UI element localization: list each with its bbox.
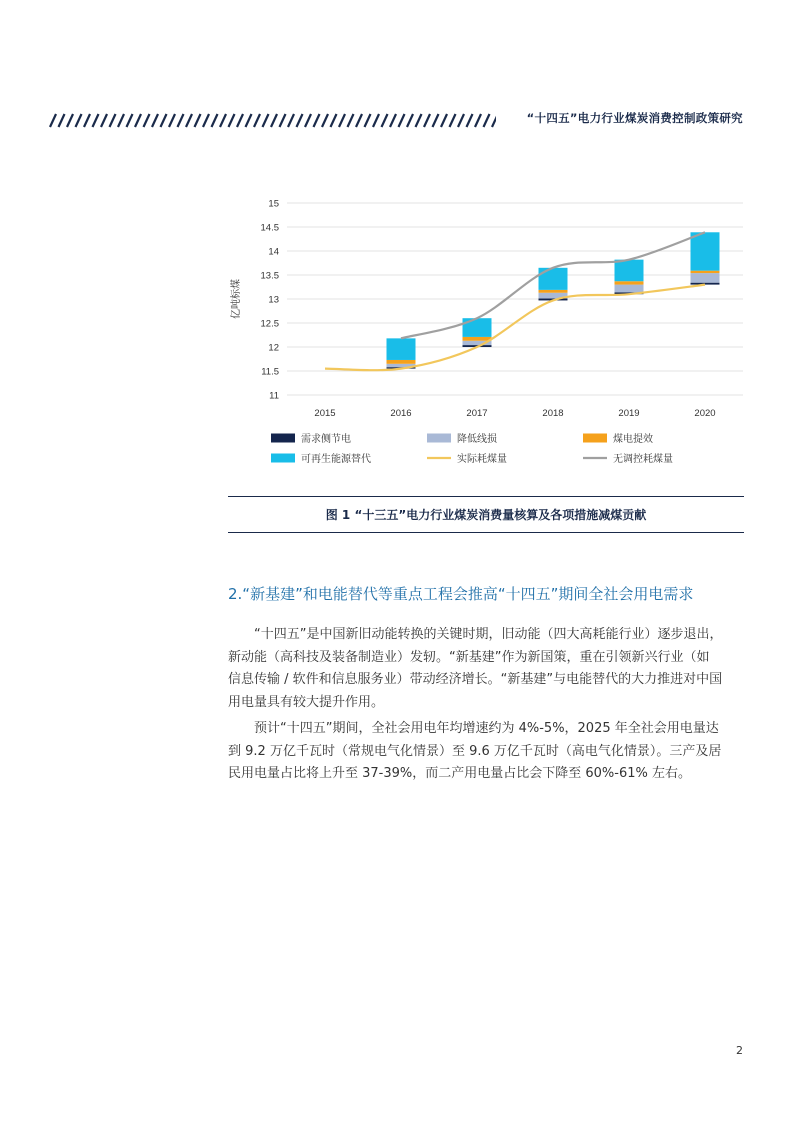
header-stripe <box>356 114 362 127</box>
paragraph-line: “十四五”是中国新旧动能转换的关键时期，旧动能（四大高耗能行业）逐步退出， <box>254 627 723 642</box>
header-stripe <box>263 114 269 127</box>
bar-segment <box>387 338 416 360</box>
page-number: 2 <box>736 1044 743 1057</box>
header-stripe <box>390 114 396 127</box>
header-stripe <box>67 114 73 127</box>
bar-segment <box>539 290 568 293</box>
header-title: “十四五”电力行业煤炭消费控制政策研究 <box>526 111 743 125</box>
chart-container <box>225 190 755 480</box>
header-stripe <box>305 114 311 127</box>
x-tick-label: 2016 <box>390 408 412 419</box>
legend-swatch <box>583 434 607 443</box>
legend-label: 煤电提效 <box>613 433 653 445</box>
paragraph-1 <box>228 624 744 714</box>
header-stripe <box>169 114 175 127</box>
legend-label: 无调控耗煤量 <box>613 453 673 465</box>
header-stripe <box>484 114 490 127</box>
bar-line-chart <box>225 190 755 480</box>
legend-swatch <box>271 454 295 463</box>
x-tick-label: 2017 <box>466 408 488 419</box>
header-stripe <box>110 114 116 127</box>
header-stripe <box>467 114 473 127</box>
bar-segment <box>691 273 720 283</box>
header-stripe <box>314 114 320 127</box>
paragraph-line: 新动能（高科技及装备制造业）发轫。“新基建”作为新国策，重在引领新兴行业（如 <box>228 649 710 665</box>
header-stripe <box>229 114 235 127</box>
y-tick-label: 12 <box>268 342 279 354</box>
header-stripe <box>212 114 218 127</box>
bar-segment <box>387 360 416 364</box>
header-stripe <box>407 114 413 127</box>
x-tick-label: 2019 <box>618 408 640 419</box>
header-stripe <box>288 114 294 127</box>
header-stripe <box>382 114 388 127</box>
legend-label: 实际耗煤量 <box>457 453 507 465</box>
header-stripe <box>297 114 303 127</box>
paragraph-2 <box>228 718 744 786</box>
header-stripe <box>246 114 252 127</box>
legend-swatch <box>271 434 295 443</box>
header-stripe <box>433 114 439 127</box>
caption-top-rule <box>228 496 744 497</box>
bar-segment <box>691 283 720 285</box>
bar-segment <box>463 318 492 337</box>
header-stripe <box>475 114 481 127</box>
y-tick-label: 11.5 <box>261 366 279 378</box>
header-stripe <box>441 114 447 127</box>
caption-bottom-rule <box>228 532 744 533</box>
paragraph-line: 预计“十四五”期间，全社会用电年均增速约为 4%-5%，2025 年全社会用电量达 <box>254 721 719 736</box>
section-heading: 2.“新基建”和电能替代等重点工程会推高“十四五”期间全社会用电需求 <box>228 585 694 603</box>
header-stripe <box>178 114 184 127</box>
y-tick-label: 12.5 <box>260 318 279 330</box>
header-stripe <box>450 114 456 127</box>
header-stripe <box>220 114 226 127</box>
header-stripe <box>144 114 150 127</box>
legend-label: 可再生能源替代 <box>301 453 371 465</box>
y-tick-label: 14 <box>268 246 279 258</box>
series-line <box>325 285 705 371</box>
header-stripe <box>365 114 371 127</box>
legend-label: 降低线损 <box>457 433 497 445</box>
header-stripe <box>203 114 209 127</box>
paragraph-line: 信息传输 / 软件和信息服务业）带动经济增长。“新基建”与电能替代的大力推进对中国 <box>228 672 723 687</box>
header-decorative-stripes <box>48 112 496 128</box>
header-stripe <box>492 114 496 127</box>
x-tick-label: 2020 <box>694 408 716 419</box>
header-stripe <box>195 114 201 127</box>
header-stripe <box>118 114 124 127</box>
header-stripe <box>373 114 379 127</box>
header-stripe <box>186 114 192 127</box>
bar-segment <box>615 260 644 282</box>
header-stripe <box>50 114 56 127</box>
header-stripe <box>416 114 422 127</box>
y-axis-label: 亿吨标煤 <box>231 279 242 319</box>
header-stripe <box>322 114 328 127</box>
paragraph-line: 民用电量占比将上升至 37-39%，而二产用电量占比会下降至 60%-61% 左右。 <box>228 766 692 781</box>
header-stripe <box>127 114 133 127</box>
header-stripe <box>93 114 99 127</box>
paragraph-line: 到 9.2 万亿千瓦时（常规电气化情景）至 9.6 万亿千瓦时（高电气化情景）。三产及居 <box>228 743 722 759</box>
header-stripe <box>101 114 107 127</box>
header-stripe <box>424 114 430 127</box>
x-tick-label: 2018 <box>542 408 564 419</box>
y-tick-label: 14.5 <box>260 222 279 234</box>
bar-segment <box>539 268 568 290</box>
paragraph-line: 用电量具有较大提升作用。 <box>228 694 385 710</box>
figure-caption: 图 1 “十三五”电力行业煤炭消费量核算及各项措施减煤贡献 <box>325 508 647 522</box>
header-stripe <box>76 114 82 127</box>
header-stripe <box>161 114 167 127</box>
header-stripe <box>152 114 158 127</box>
y-tick-label: 11 <box>269 390 279 402</box>
header-stripe <box>84 114 90 127</box>
header-stripe <box>348 114 354 127</box>
bar-segment <box>463 337 492 341</box>
bar-segment <box>691 232 720 270</box>
legend-label: 需求侧节电 <box>301 433 351 445</box>
x-tick-label: 2015 <box>314 408 336 419</box>
header-stripe <box>254 114 260 127</box>
bar-segment <box>615 285 644 293</box>
header-stripe <box>399 114 405 127</box>
header-stripe <box>237 114 243 127</box>
header-stripe <box>280 114 286 127</box>
header-stripe <box>458 114 464 127</box>
bar-segment <box>615 281 644 284</box>
header-stripe <box>59 114 65 127</box>
y-tick-label: 15 <box>268 198 279 210</box>
y-tick-label: 13.5 <box>260 270 279 282</box>
bar-segment <box>691 271 720 273</box>
header-stripe <box>339 114 345 127</box>
header-stripe <box>331 114 337 127</box>
y-tick-label: 13 <box>268 294 279 306</box>
header-stripe <box>271 114 277 127</box>
header-stripe <box>135 114 141 127</box>
legend-swatch <box>427 434 451 443</box>
